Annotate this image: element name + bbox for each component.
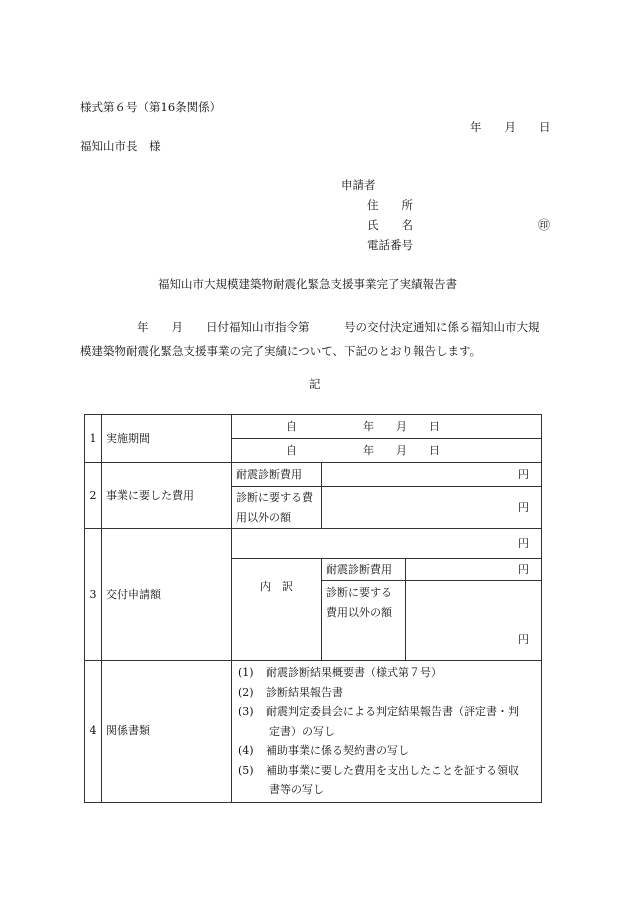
list-item: (2) 診断結果報告書 <box>238 685 343 699</box>
addressee: 福知山市長 様 <box>80 139 161 153</box>
table-row <box>85 415 542 439</box>
row-number: 4 <box>85 661 102 803</box>
table-row <box>85 661 542 803</box>
body-paragraph <box>80 315 550 363</box>
period-label: 実施期間 <box>102 415 232 463</box>
list-item: (5) 補助事業に要した費用を支出したことを証する領収 <box>238 763 519 777</box>
diagnosis-cost-unit: 円 <box>322 463 542 487</box>
list-item: (1) 耐震診断結果概要書（様式第７号） <box>238 666 442 679</box>
breakdown-other-unit: 円 <box>406 581 542 661</box>
body-line-2: 模建築物耐震化緊急支援事業の完了実績について、下記のとおり報告します。 <box>80 344 482 358</box>
phone-label: 電話番号 <box>367 238 413 252</box>
document-title: 福知山市大規模建築物耐震化緊急支援事業完了実績報告書 <box>158 277 457 291</box>
body-line-1: 年 月 日付福知山市指令第 号の交付決定通知に係る福知山市大規 <box>137 320 540 334</box>
ki-heading: 記 <box>309 377 321 391</box>
table-row <box>85 529 542 559</box>
period-from: 自 年 月 日 <box>232 415 542 439</box>
seal-mark: ㊞ <box>538 218 551 232</box>
report-table <box>84 414 542 803</box>
other-cost-unit: 円 <box>322 487 542 529</box>
grant-label: 交付申請額 <box>102 529 232 661</box>
breakdown-label: 内 訳 <box>232 559 322 661</box>
breakdown-diagnosis-label: 耐震診断費用 <box>322 559 406 581</box>
name-label: 氏 名 <box>367 218 413 232</box>
cost-label: 事業に要した費用 <box>102 463 232 529</box>
documents-label: 関係書類 <box>102 661 232 803</box>
list-item: (4) 補助事業に係る契約書の写し <box>238 744 409 757</box>
list-item-continuation: 書等の写し <box>269 783 324 796</box>
period-to: 自 年 月 日 <box>232 439 542 463</box>
row-number: 1 <box>85 415 102 463</box>
breakdown-other-label: 診断に要する費用以外の額 <box>322 581 406 661</box>
breakdown-diagnosis-unit: 円 <box>406 559 542 581</box>
other-cost-label: 診断に要する費用以外の額 <box>232 487 322 529</box>
grant-total-unit: 円 <box>232 529 542 559</box>
table-row <box>85 463 542 487</box>
row-number: 2 <box>85 463 102 529</box>
form-number: 様式第６号（第16条関係） <box>80 100 222 114</box>
list-item: (3) 耐震判定委員会による判定結果報告書（評定書・判 <box>238 705 519 718</box>
list-item-continuation: 定書）の写し <box>269 724 335 738</box>
row-number: 3 <box>85 529 102 661</box>
applicant-label: 申請者 <box>341 178 376 192</box>
documents-list <box>232 661 542 803</box>
address-label: 住 所 <box>367 198 413 212</box>
date-line: 年 月 日 <box>470 120 551 134</box>
diagnosis-cost-label: 耐震診断費用 <box>232 463 322 487</box>
